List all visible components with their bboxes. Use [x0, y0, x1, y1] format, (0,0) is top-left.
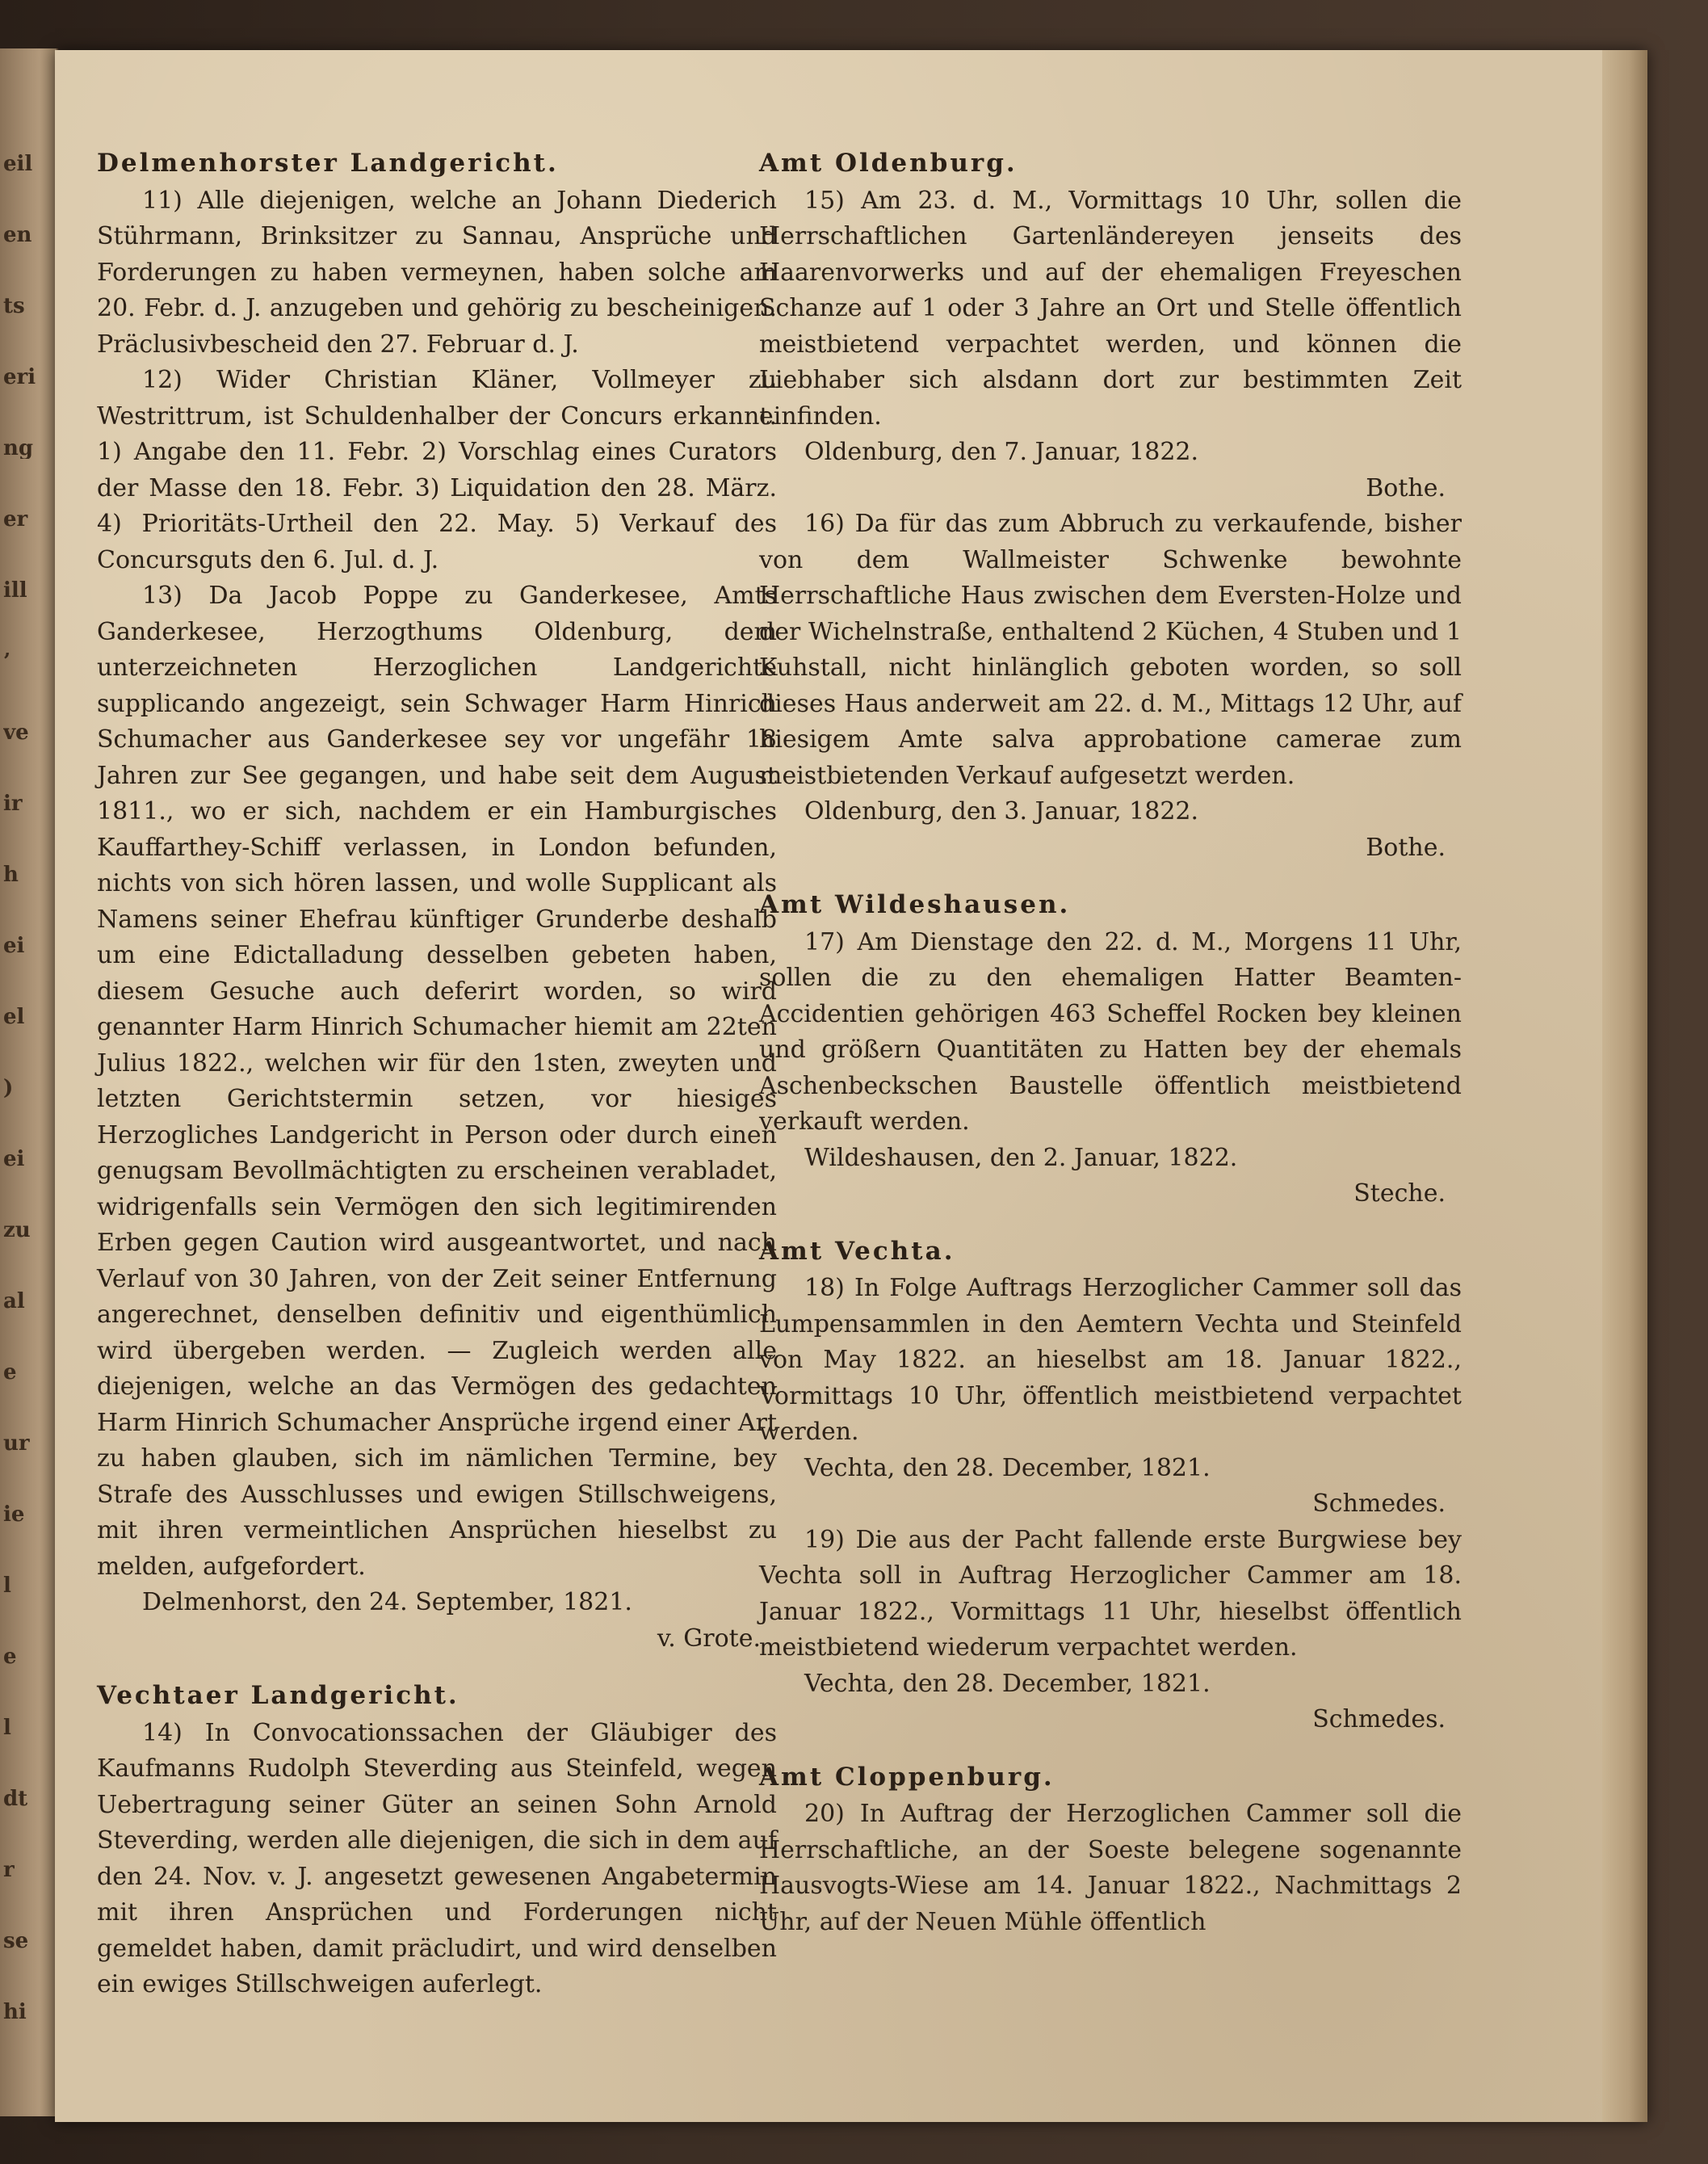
previous-page-fragment: zu	[3, 1220, 31, 1241]
previous-page-fragment: eil	[3, 153, 33, 174]
previous-page-fragment: ie	[3, 1504, 25, 1525]
notice-paragraph: 17) Am Dienstage den 22. d. M., Morgens 11 Uhr, sollen die zu den ehemaligen Hatter Beamten-Accidentien gehörigen 463 Scheffel Rocken bey kleinen und größern Quantitäten zu Hatten bey der ehemals Aschenbeckschen Baustelle öffentlich meistbietend verkauft werden.	[759, 927, 1462, 1136]
notice-paragraph: 19) Die aus der Pacht fallende erste Burgwiese bey Vechta soll in Auftrag Herzoglicher Cammer am 18. Januar 1822., Vormittags 11 Uhr, hieselbst öffentlich meistbietend wiederum verpachtet werden.	[759, 1525, 1462, 1662]
previous-page-edge	[0, 48, 58, 2116]
previous-page-fragment: eri	[3, 367, 36, 388]
dateline: Oldenburg, den 3. Januar, 1822.	[804, 797, 1199, 826]
previous-page-fragment: ’	[3, 651, 11, 672]
section-heading: Delmenhorster Landgericht.	[97, 149, 559, 178]
notice-paragraph: 12) Wider Christian Kläner, Vollmeyer zu Westrittrum, ist Schuldenhalber der Concurs erkannt. 1) Angabe den 11. Febr. 2) Vorschlag eines Curators der Masse den 18. Febr. 3) Liquidation den 28. März. 4) Prioritäts-Urtheil den 22. May. 5) Verkauf des Concursguts den 6. Jul. d. J.	[97, 366, 777, 574]
notice-paragraph: 20) In Auftrag der Herzoglichen Cammer soll die Herrschaftliche, an der Soeste belegene sogenannte Hausvogts-Wiese am 14. Januar 1822., Nachmittags 2 Uhr, auf der Neuen Mühle öffentlich	[759, 1800, 1462, 1936]
right-column	[759, 145, 1462, 1940]
page-edge	[1602, 50, 1647, 2122]
section-heading: Vechtaer Landgericht.	[97, 1681, 460, 1710]
section-heading: Amt Wildeshausen.	[759, 890, 1071, 919]
dateline: Wildeshausen, den 2. Januar, 1822.	[804, 1143, 1238, 1172]
previous-page-fragment: ts	[3, 296, 25, 317]
previous-page-fragment: h	[3, 864, 19, 885]
previous-page-fragment: e	[3, 1362, 17, 1383]
previous-page-fragment: al	[3, 1291, 25, 1312]
section-heading: Amt Cloppenburg.	[759, 1762, 1055, 1792]
section-heading: Amt Oldenburg.	[759, 149, 1018, 178]
previous-page-fragment: ng	[3, 438, 34, 459]
previous-page-fragment: ei	[3, 935, 25, 956]
previous-page-fragment: )	[3, 1078, 14, 1099]
previous-page-fragment: en	[3, 225, 32, 246]
notice-paragraph: 11) Alle diejenigen, welche an Johann Diederich Stührmann, Brinksitzer zu Sannau, Ansprüche und Forderungen zu haben vermeynen, haben solche am 20. Febr. d. J. anzugeben und gehörig zu bescheinigen. Präclusivbescheid den 27. Februar d. J.	[97, 186, 777, 359]
previous-page-fragment: ve	[3, 722, 29, 743]
previous-page-fragment: l	[3, 1717, 11, 1738]
previous-page-fragment: ill	[3, 580, 27, 601]
dateline: Delmenhorst, den 24. September, 1821.	[142, 1588, 632, 1616]
notice-paragraph: 14) In Convocationssachen der Gläubiger des Kaufmanns Rudolph Steverding aus Steinfeld, wegen Uebertragung seiner Güter an seinen Sohn Arnold Steverding, werden alle diejenigen, die sich in dem auf den 24. Nov. v. J. angesetzt gewesenen Angabetermin mit ihren Ansprüchen und Forderungen nicht gemeldet haben, damit präcludirt, und wird denselben ein ewiges Stillschweigen auferlegt.	[97, 1718, 777, 1998]
newspaper-page	[55, 50, 1647, 2122]
signature: Schmedes.	[1312, 1705, 1446, 1733]
dateline: Vechta, den 28. December, 1821.	[804, 1669, 1211, 1698]
previous-page-fragment: dt	[3, 1788, 28, 1809]
previous-page-fragment: e	[3, 1646, 17, 1667]
dateline: Vechta, den 28. December, 1821.	[804, 1453, 1211, 1482]
notice-paragraph: 18) In Folge Auftrags Herzoglicher Cammer soll das Lumpensammlen in den Aemtern Vechta und Steinfeld von May 1822. an hieselbst am 18. Januar 1822., Vormittags 10 Uhr, öffentlich meistbietend verpachtet werden.	[759, 1274, 1462, 1446]
left-column	[97, 145, 777, 2003]
dateline: Oldenburg, den 7. Januar, 1822.	[804, 438, 1199, 466]
previous-page-fragment: el	[3, 1006, 25, 1027]
previous-page-fragment: l	[3, 1575, 11, 1596]
notice-paragraph: 13) Da Jacob Poppe zu Ganderkesee, Amts Ganderkesee, Herzogthums Oldenburg, dem unterzeichneten Herzoglichen Landgerichte supplicando angezeigt, sein Schwager Harm Hinrich Schumacher aus Ganderkesee sey vor ungefähr 18 Jahren zur See gegangen, und habe seit dem August 1811., wo er sich, nachdem er ein Hamburgisches Kauffarthey-Schiff verlassen, in London befunden, nichts von sich hören lassen, und wolle Supplicant als Namens seiner Ehefrau künftiger Grunderbe deshalb um eine Edictalladung desselben gebeten haben, diesem Gesuche auch deferirt worden, so wird genannter Harm Hinrich Schumacher hiemit am 22ten Julius 1822., welchen wir für den 1sten, zweyten und letzten Gerichtstermin setzen, vor hiesiges Herzogliches Landgericht in Person oder durch einen genugsam Bevollmächtigten zu erscheinen verabladet, widrigenfalls sein Vermögen den sich legitimirenden Erben gegen Caution wird ausgeantwortet, und nach Verlauf von 30 Jahren, von der Zeit seiner Entfernung angerechnet, denselben definitiv und eigenthümlich wird übergeben werden. — Zugleich werden alle diejenigen, welche an das Vermögen des gedachten Harm Hinrich Schumacher Ansprüche irgend einer Art zu haben glauben, sich im nämlichen Termine, bey Strafe des Ausschlusses und ewigen Stillschweigens, mit ihren vermeintlichen Ansprüchen hieselbst zu melden, aufgefordert.	[97, 582, 777, 1581]
signature: Bothe.	[1366, 833, 1446, 862]
signature: Schmedes.	[1312, 1490, 1446, 1518]
signature: Bothe.	[1366, 473, 1446, 502]
section-heading: Amt Vechta.	[759, 1236, 955, 1266]
previous-page-fragment: er	[3, 509, 28, 530]
previous-page-fragment: ur	[3, 1433, 30, 1454]
previous-page-fragment: hi	[3, 2002, 27, 2023]
signature: v. Grote.	[657, 1624, 761, 1653]
previous-page-fragment: ei	[3, 1149, 25, 1170]
notice-paragraph: 16) Da für das zum Abbruch zu verkaufende, bisher von dem Wallmeister Schwenke bewohnte Herrschaftliche Haus zwischen dem Eversten-Holze und der Wichelnstraße, enthaltend 2 Küchen, 4 Stuben und 1 Kuhstall, nicht hinlänglich geboten worden, so soll dieses Haus anderweit am 22. d. M., Mittags 12 Uhr, auf hiesigem Amte salva approbatione camerae zum meistbietenden Verkauf aufgesetzt werden.	[759, 510, 1462, 790]
previous-page-fragment: r	[3, 1859, 15, 1880]
previous-page-fragment: se	[3, 1931, 29, 1952]
notice-paragraph: 15) Am 23. d. M., Vormittags 10 Uhr, sollen die Herrschaftlichen Gartenländereyen jenseits des Haarenvorwerks und auf der ehemaligen Freyeschen Schanze auf 1 oder 3 Jahre an Ort und Stelle öffentlich meistbietend verpachtet werden, und können die Liebhaber sich alsdann dort zur bestimmten Zeit einfinden.	[759, 186, 1462, 431]
signature: Steche.	[1353, 1179, 1446, 1208]
previous-page-fragment: ir	[3, 793, 23, 814]
